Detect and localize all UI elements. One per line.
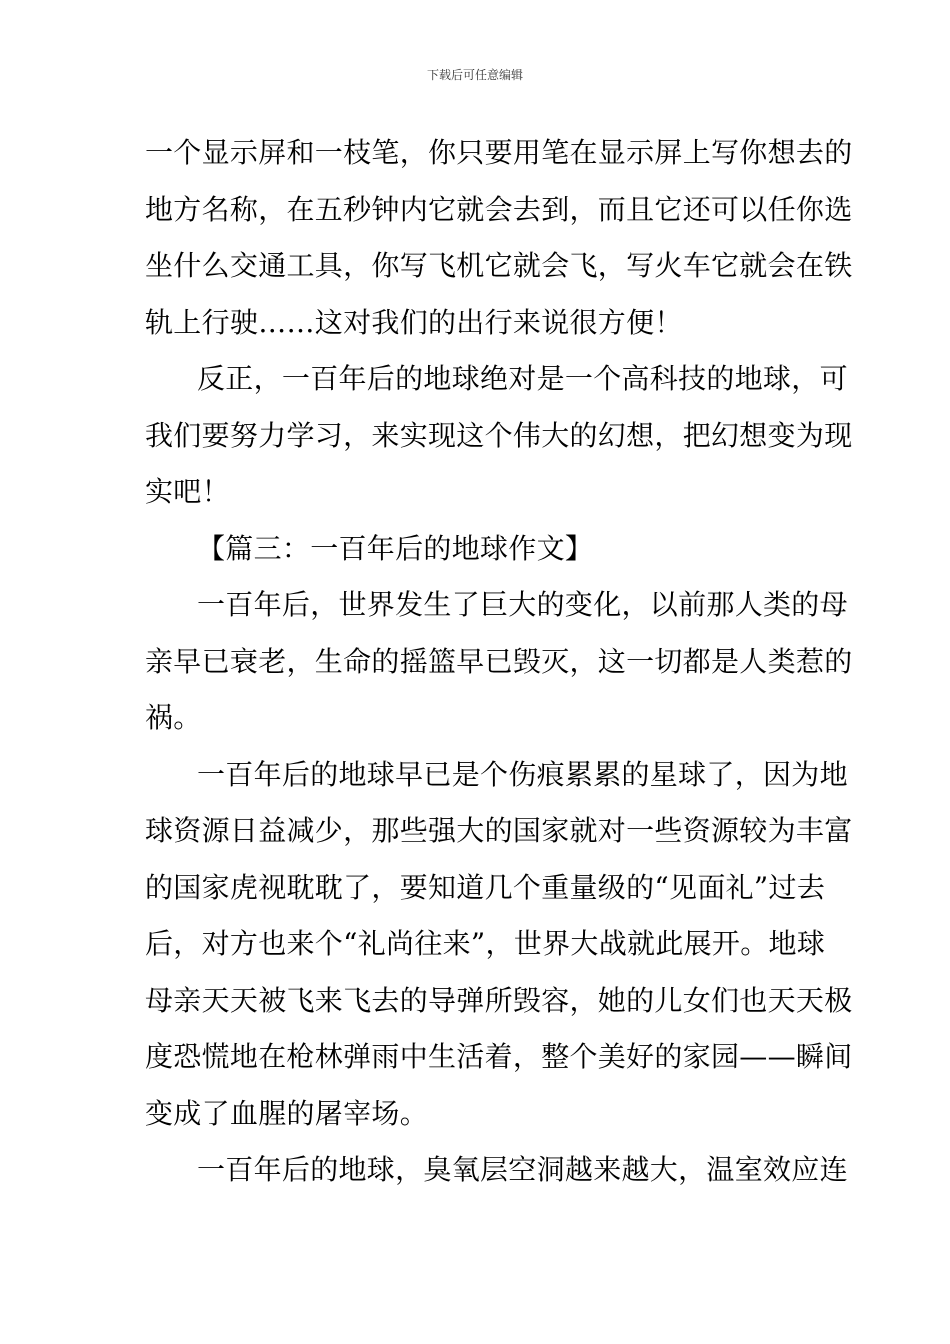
document-body — [145, 125, 853, 1199]
text-line: 坐什么交通工具，你写飞机它就会飞，写火车它就会在铁 — [145, 249, 853, 282]
text-line: 一百年后，世界发生了巨大的变化，以前那人类的母 — [197, 588, 848, 621]
text-line: 度恐慌地在枪林弹雨中生活着，整个美好的家园——瞬间 — [145, 1040, 853, 1073]
text-line: 球资源日益减少，那些强大的国家就对一些资源较为丰富 — [145, 814, 853, 847]
text-line: 一百年后的地球早已是个伤痕累累的星球了，因为地 — [197, 757, 848, 791]
text-line: 实吧！ — [145, 475, 230, 508]
text-line: 母亲天天被飞来飞去的导弹所毁容，她的儿女们也天天极 — [145, 983, 853, 1017]
text-line: 轨上行驶……这对我们的出行来说很方便！ — [145, 305, 683, 339]
text-line: 我们要努力学习，来实现这个伟大的幻想，把幻想变为现 — [145, 418, 853, 452]
text-line: 地方名称，在五秒钟内它就会去到，而且它还可以任你选 — [145, 192, 853, 226]
text-line: 后，对方也来个“礼尚往来”，世界大战就此展开。地球 — [145, 927, 826, 960]
text-line: 变成了血腥的屠宰场。 — [145, 1096, 429, 1130]
text-line: 祸。 — [145, 701, 202, 734]
text-line: 一百年后的地球，臭氧层空洞越来越大，温室效应连 — [197, 1153, 848, 1186]
page-header: 下载后可任意编辑 — [426, 68, 523, 82]
text-line: 【篇三：一百年后的地球作文】 — [197, 531, 594, 565]
text-line: 反正，一百年后的地球绝对是一个高科技的地球，可 — [197, 362, 848, 395]
text-line: 亲早已衰老，生命的摇篮早已毁灭，这一切都是人类惹的 — [145, 644, 853, 678]
text-line: 的国家虎视耽耽了，要知道几个重量级的“见面礼”过去 — [145, 870, 826, 904]
text-line: 一个显示屏和一枝笔，你只要用笔在显示屏上写你想去的 — [145, 136, 853, 169]
